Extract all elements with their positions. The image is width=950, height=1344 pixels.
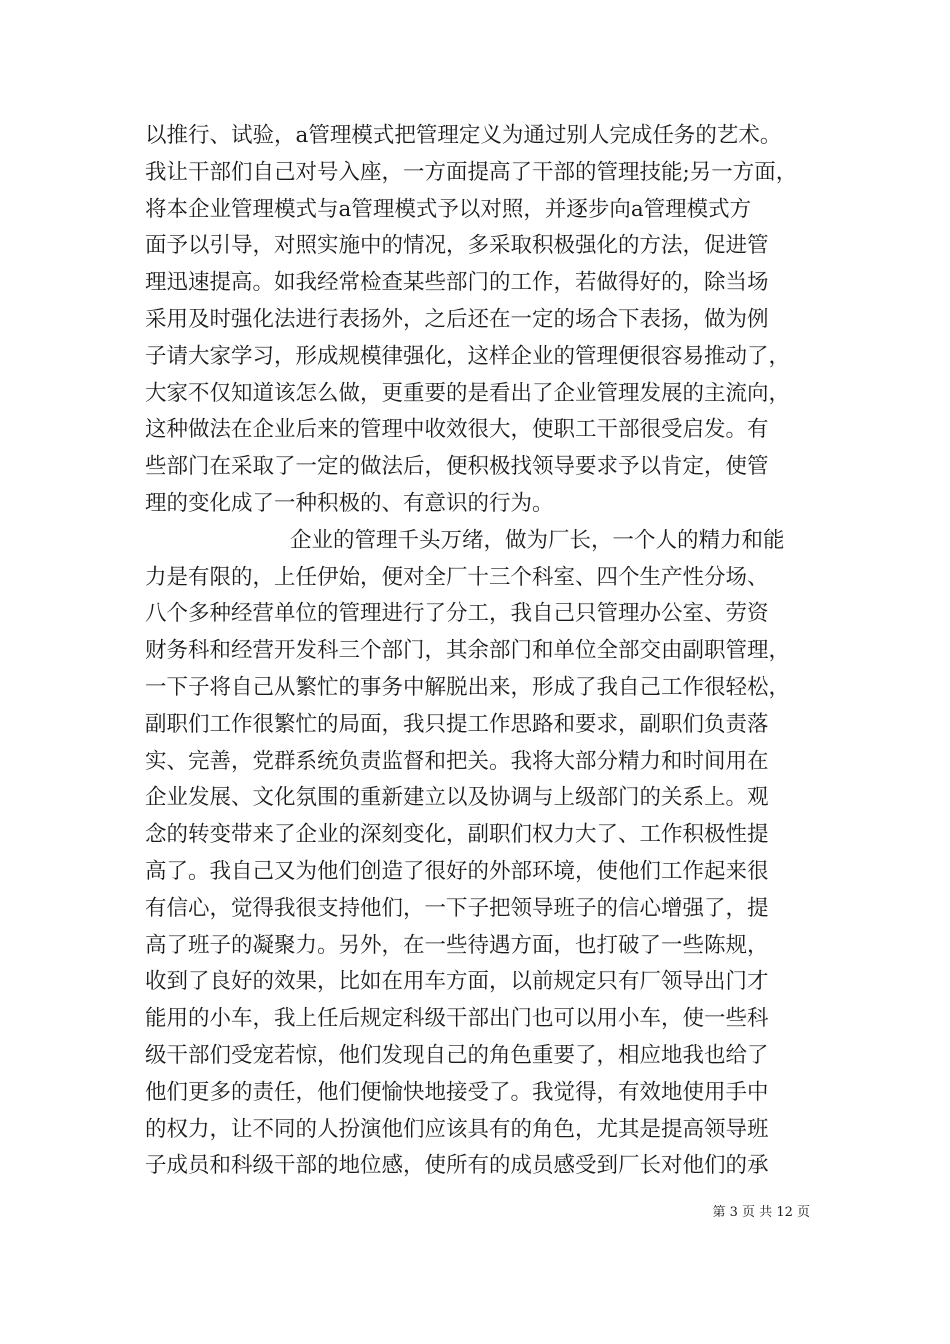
text-line: 企业发展、文化氛围的重新建立以及协调与上级部门的关系上。观 bbox=[145, 785, 769, 811]
text-line: 我让干部们自己对号入座，一方面提高了干部的管理技能;另一方面， bbox=[145, 159, 798, 185]
text-line: 些部门在采取了一定的做法后，便积极找领导要求予以肯定，使管 bbox=[145, 454, 769, 480]
text-line: 高了班子的凝聚力。另外，在一些待遇方面，也打破了一些陈规， bbox=[145, 932, 769, 958]
text-line: 以推行、试验，a管理模式把管理定义为通过别人完成任务的艺术。 bbox=[145, 123, 782, 148]
text-line: 采用及时强化法进行表扬外，之后还在一定的场合下表扬，做为例 bbox=[145, 307, 769, 332]
text-line: 有信心，觉得我很支持他们，一下子把领导班子的信心增强了，提 bbox=[145, 895, 769, 921]
text-line: 这种做法在企业后来的管理中收效很大，使职工干部很受启发。有 bbox=[145, 417, 769, 443]
text-line: 一下子将自己从繁忙的事务中解脱出来，形成了我自己工作很轻松， bbox=[145, 675, 791, 700]
text-line: 理的变化成了一种积极的、有意识的行为。 bbox=[145, 491, 554, 516]
text-line: 念的转变带来了企业的深刻变化，副职们权力大了、工作积极性提 bbox=[145, 822, 769, 848]
text-line: 理迅速提高。如我经常检查某些部门的工作，若做得好的，除当场 bbox=[145, 270, 769, 296]
text-line: 将本企业管理模式与a管理模式予以对照，并逐步向a管理模式方 bbox=[145, 196, 752, 222]
text-line: 副职们工作很繁忙的局面，我只提工作思路和要求，副职们负责落 bbox=[145, 711, 769, 737]
text-line: 子成员和科级干部的地位感，使所有的成员感受到厂长对他们的承 bbox=[145, 1153, 769, 1179]
page-number-footer: 第 3 页 共 12 页 bbox=[712, 1205, 810, 1220]
text-line: 财务科和经营开发科三个部门，其余部门和单位全部交由副职管理， bbox=[145, 638, 791, 664]
text-line: 面予以引导，对照实施中的情况，多采取积极强化的方法，促进管 bbox=[145, 233, 769, 259]
text-line: 的权力，让不同的人扮演他们应该具有的角色，尤其是提高领导班 bbox=[145, 1116, 769, 1142]
text-line: 子请大家学习，形成规模律强化，这样企业的管理便很容易推动了， bbox=[145, 343, 791, 369]
text-line: 他们更多的责任，他们便愉快地接受了。我觉得，有效地使用手中 bbox=[145, 1079, 769, 1105]
text-line: 高了。我自己又为他们创造了很好的外部环境，使他们工作起来很 bbox=[145, 859, 769, 884]
text-line: 力是有限的，上任伊始，便对全厂十三个科室、四个生产性分场、 bbox=[145, 564, 769, 590]
text-line: 级干部们受宠若惊，他们发现自己的角色重要了，相应地我也给了 bbox=[145, 1043, 769, 1068]
text-line: 实、完善，党群系统负责监督和把关。我将大部分精力和时间用在 bbox=[145, 748, 769, 774]
text-line: 收到了良好的效果，比如在用车方面，以前规定只有厂领导出门才 bbox=[145, 969, 769, 995]
text-line: 大家不仅知道该怎么做，更重要的是看出了企业管理发展的主流向， bbox=[145, 380, 791, 406]
text-line: 能用的小车，我上任后规定科级干部出门也可以用小车，使一些科 bbox=[145, 1006, 769, 1032]
text-line: 八个多种经营单位的管理进行了分工，我自己只管理办公室、劳资 bbox=[145, 601, 769, 627]
paragraph-first-line: 企业的管理千头万绪，做为厂长，一个人的精力和能 bbox=[290, 527, 785, 553]
